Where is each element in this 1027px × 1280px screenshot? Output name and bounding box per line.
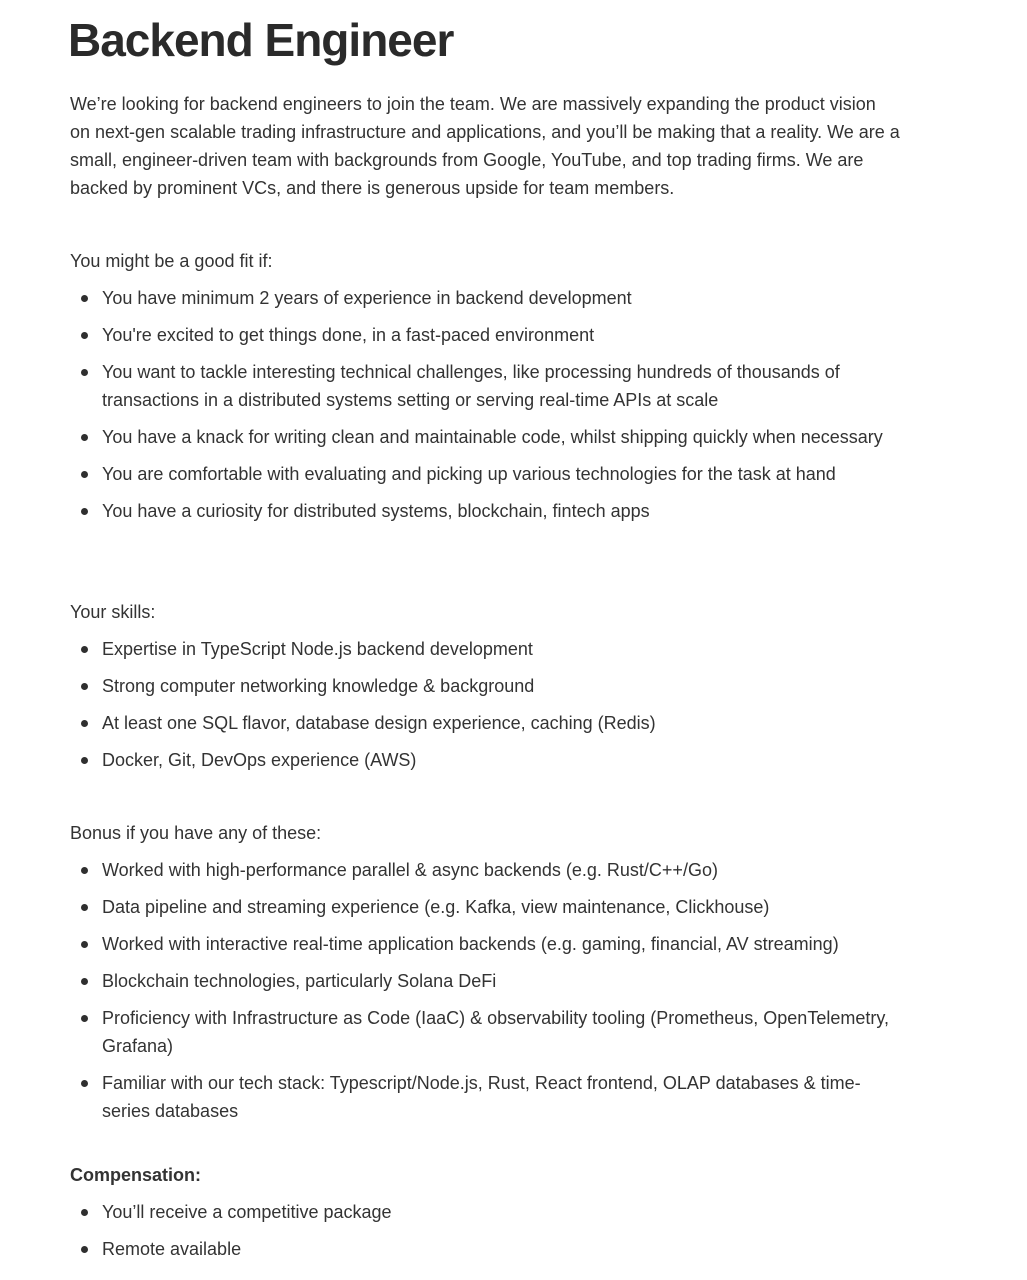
list-item: Expertise in TypeScript Node.js backend development xyxy=(70,635,900,663)
bullet-icon xyxy=(81,904,88,911)
bullet-icon xyxy=(81,434,88,441)
list-item: You have a curiosity for distributed systems, blockchain, fintech apps xyxy=(70,497,900,525)
bullet-icon xyxy=(81,646,88,653)
section-compensation xyxy=(70,1161,900,1263)
section-skills xyxy=(70,598,900,774)
bullet-icon xyxy=(81,1209,88,1216)
list-item: Blockchain technologies, particularly Solana DeFi xyxy=(70,967,900,995)
bullet-icon xyxy=(81,720,88,727)
list-item: Familiar with our tech stack: Typescript/Node.js, Rust, React frontend, OLAP databases & time-series databases xyxy=(70,1069,900,1125)
good-fit-list xyxy=(70,284,900,525)
list-item: Remote available xyxy=(70,1235,900,1263)
intro-paragraph: We’re looking for backend engineers to join the team. We are massively expanding the product vision on next-gen scalable trading infrastructure and applications, and you’ll be making that a reality. We are a small, engineer-driven team with backgrounds from Google, YouTube, and top trading firms. We are backed by prominent VCs, and there is generous upside for team members. xyxy=(70,94,900,198)
list-item: You are comfortable with evaluating and picking up various technologies for the task at hand xyxy=(70,460,900,488)
page-title: Backend Engineer xyxy=(68,14,454,66)
bullet-icon xyxy=(81,332,88,339)
list-item: Worked with high-performance parallel & async backends (e.g. Rust/C++/Go) xyxy=(70,856,900,884)
list-item: Proficiency with Infrastructure as Code (IaaC) & observability tooling (Prometheus, OpenTelemetry, Grafana) xyxy=(70,1004,900,1060)
bullet-icon xyxy=(81,757,88,764)
bullet-icon xyxy=(81,1080,88,1087)
list-item: Docker, Git, DevOps experience (AWS) xyxy=(70,746,900,774)
bullet-icon xyxy=(81,471,88,478)
bullet-icon xyxy=(81,369,88,376)
section-label-compensation: Compensation: xyxy=(70,1165,202,1185)
bullet-icon xyxy=(81,867,88,874)
bullet-icon xyxy=(81,941,88,948)
list-item: Strong computer networking knowledge & background xyxy=(70,672,900,700)
list-item: You have a knack for writing clean and maintainable code, whilst shipping quickly when necessary xyxy=(70,423,900,451)
section-label-skills: Your skills: xyxy=(70,602,156,622)
compensation-list xyxy=(70,1198,900,1263)
bonus-list xyxy=(70,856,900,1125)
section-bonus xyxy=(70,819,900,1125)
list-item: You're excited to get things done, in a fast-paced environment xyxy=(70,321,900,349)
section-label-bonus: Bonus if you have any of these: xyxy=(70,823,322,843)
list-item: You’ll receive a competitive package xyxy=(70,1198,900,1226)
section-label-good-fit: You might be a good fit if: xyxy=(70,251,273,271)
bullet-icon xyxy=(81,295,88,302)
list-item: At least one SQL flavor, database design experience, caching (Redis) xyxy=(70,709,900,737)
list-item: Worked with interactive real-time application backends (e.g. gaming, financial, AV streaming) xyxy=(70,930,900,958)
list-item: Data pipeline and streaming experience (e.g. Kafka, view maintenance, Clickhouse) xyxy=(70,893,900,921)
bullet-icon xyxy=(81,683,88,690)
bullet-icon xyxy=(81,978,88,985)
bullet-icon xyxy=(81,1246,88,1253)
section-good-fit xyxy=(70,247,900,525)
list-item: You have minimum 2 years of experience in backend development xyxy=(70,284,900,312)
bullet-icon xyxy=(81,1015,88,1022)
bullet-icon xyxy=(81,508,88,515)
skills-list xyxy=(70,635,900,774)
list-item: You want to tackle interesting technical challenges, like processing hundreds of thousands of transactions in a distributed systems setting or serving real-time APIs at scale xyxy=(70,358,900,414)
